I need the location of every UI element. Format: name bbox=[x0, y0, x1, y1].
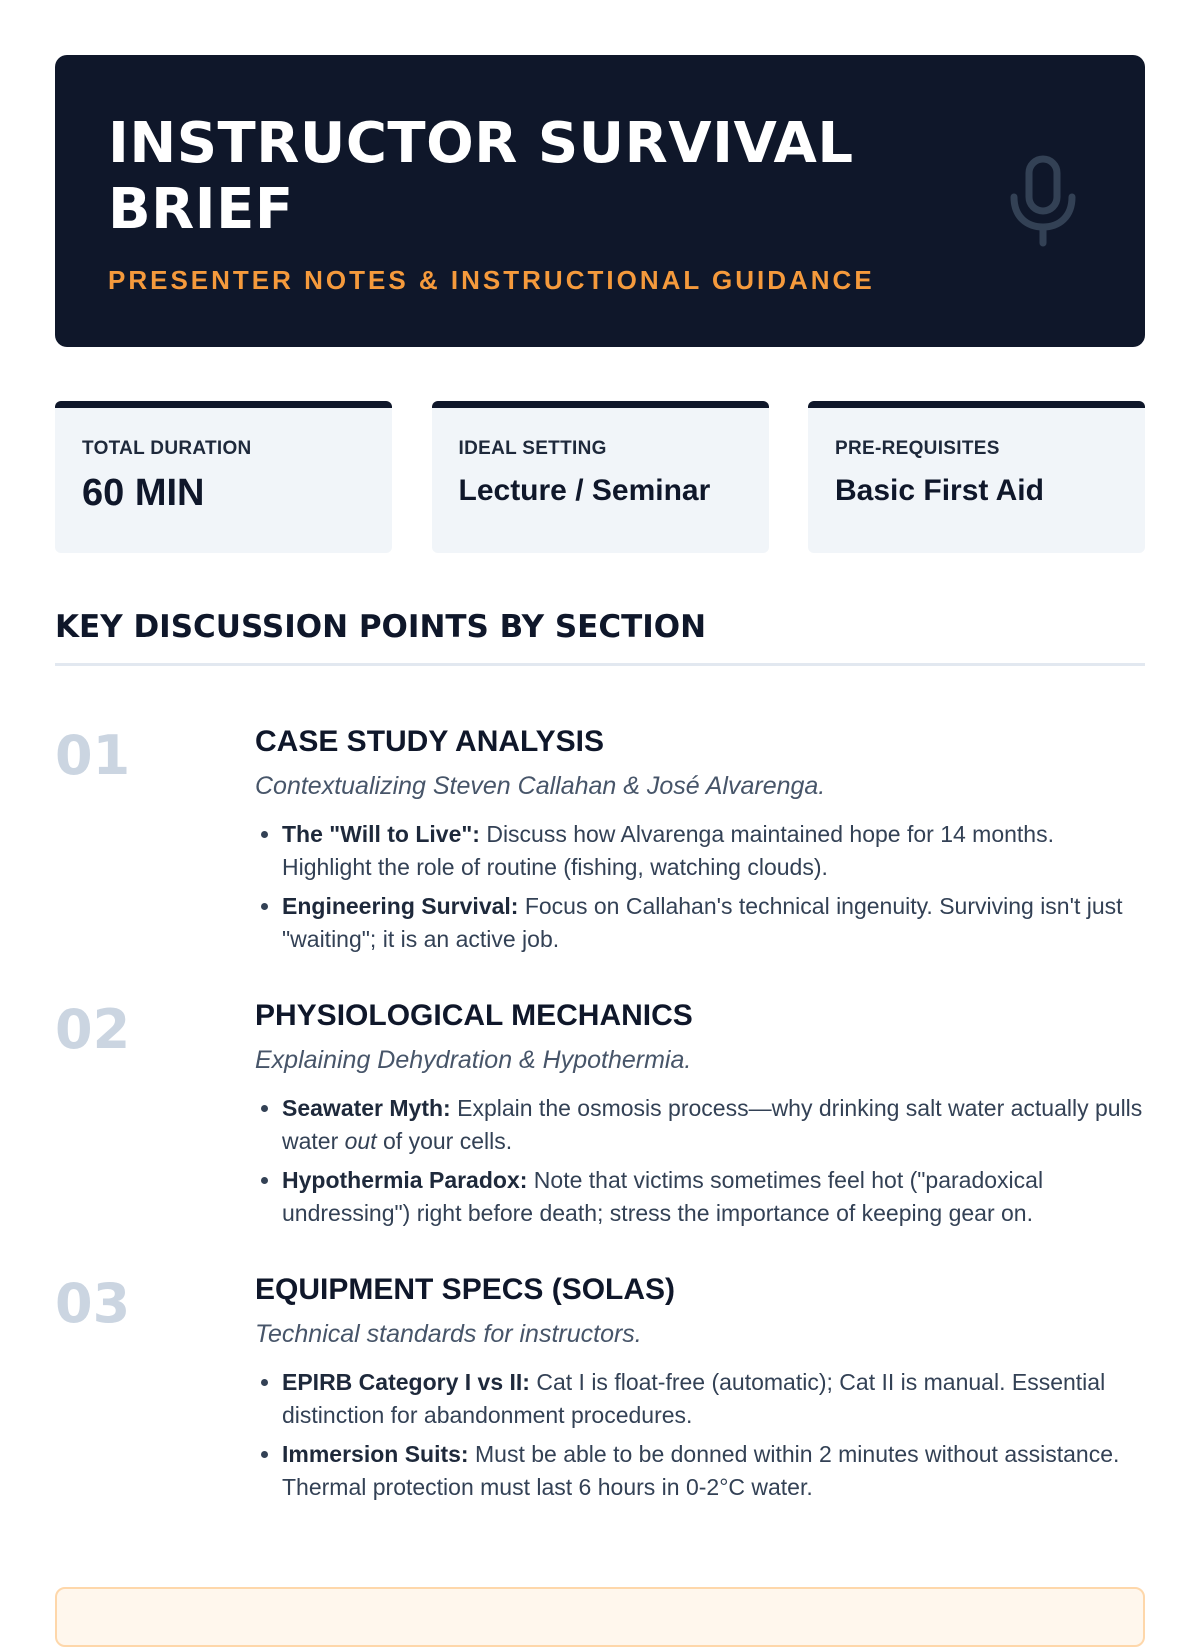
stat-value: Lecture / Seminar bbox=[458, 474, 711, 507]
section-title: PHYSIOLOGICAL MECHANICS bbox=[255, 999, 693, 1032]
bullet-text: of your cells. bbox=[376, 1128, 513, 1154]
list-item bbox=[282, 1092, 1145, 1158]
bullet-emphasis: out bbox=[344, 1128, 377, 1154]
stat-card-duration bbox=[55, 401, 392, 553]
section-number: 01 bbox=[55, 724, 131, 787]
microphone-icon bbox=[1009, 155, 1077, 247]
bullet-term: Seawater Myth: bbox=[282, 1095, 451, 1121]
section-subtitle: Technical standards for instructors. bbox=[255, 1320, 642, 1348]
bullet-term: Immersion Suits: bbox=[282, 1441, 469, 1467]
section-number: 02 bbox=[55, 998, 131, 1061]
stat-card-prerequisites bbox=[808, 401, 1145, 553]
list-item bbox=[282, 1164, 1145, 1230]
bullet-term: EPIRB Category I vs II: bbox=[282, 1369, 530, 1395]
stats-row bbox=[55, 401, 1145, 553]
bullet-text: Must be able to be donned within 2 minutes without assistance. Thermal protection must last 6 hours in 0-2°C water. bbox=[282, 1441, 1120, 1500]
page-title: INSTRUCTOR SURVIVAL BRIEF bbox=[108, 111, 854, 242]
list-item bbox=[282, 1366, 1145, 1432]
bullet-list bbox=[255, 1366, 1145, 1504]
section-number: 03 bbox=[55, 1272, 131, 1335]
bullet-text: Explain the osmosis process—why drinking salt water actually pulls water bbox=[282, 1095, 1143, 1154]
list-item bbox=[282, 890, 1145, 956]
stat-label: PRE-REQUISITES bbox=[835, 438, 1000, 459]
page bbox=[55, 55, 1145, 1510]
stat-label: IDEAL SETTING bbox=[458, 438, 607, 459]
header-banner bbox=[55, 55, 1145, 347]
bullet-term: Hypothermia Paradox: bbox=[282, 1167, 528, 1193]
section-subtitle: Contextualizing Steven Callahan & José Alvarenga. bbox=[255, 772, 826, 800]
bullet-text: Discuss how Alvarenga maintained hope for 14 months. Highlight the role of routine (fishing, watching clouds). bbox=[282, 821, 1054, 880]
bullet-text: Focus on Callahan's technical ingenuity. Surviving isn't just "waiting"; it is an active job. bbox=[282, 893, 1123, 952]
list-item bbox=[282, 1438, 1145, 1504]
section-physiological bbox=[55, 998, 1145, 1230]
callout-box bbox=[55, 1587, 1145, 1647]
page-subtitle: PRESENTER NOTES & INSTRUCTIONAL GUIDANCE bbox=[108, 265, 875, 295]
bullet-list bbox=[255, 818, 1145, 956]
bullet-term: The "Will to Live": bbox=[282, 821, 480, 847]
list-item bbox=[282, 818, 1145, 884]
section-heading: KEY DISCUSSION POINTS BY SECTION bbox=[55, 609, 1145, 666]
bullet-term: Engineering Survival: bbox=[282, 893, 519, 919]
stat-card-setting bbox=[432, 401, 769, 553]
stat-value: Basic First Aid bbox=[835, 474, 1044, 507]
section-subtitle: Explaining Dehydration & Hypothermia. bbox=[255, 1046, 692, 1074]
section-case-study bbox=[55, 724, 1145, 956]
stat-label: TOTAL DURATION bbox=[82, 438, 252, 459]
bullet-text: Cat I is float-free (automatic); Cat II is manual. Essential distinction for abandonment procedures. bbox=[282, 1369, 1106, 1428]
section-title: EQUIPMENT SPECS (SOLAS) bbox=[255, 1273, 676, 1306]
stat-value: 60 MIN bbox=[82, 472, 205, 514]
section-title: CASE STUDY ANALYSIS bbox=[255, 725, 604, 758]
section-equipment bbox=[55, 1272, 1145, 1504]
bullet-text: Note that victims sometimes feel hot ("paradoxical undressing") right before death; stress the importance of keeping gear on. bbox=[282, 1167, 1044, 1226]
bullet-list bbox=[255, 1092, 1145, 1230]
